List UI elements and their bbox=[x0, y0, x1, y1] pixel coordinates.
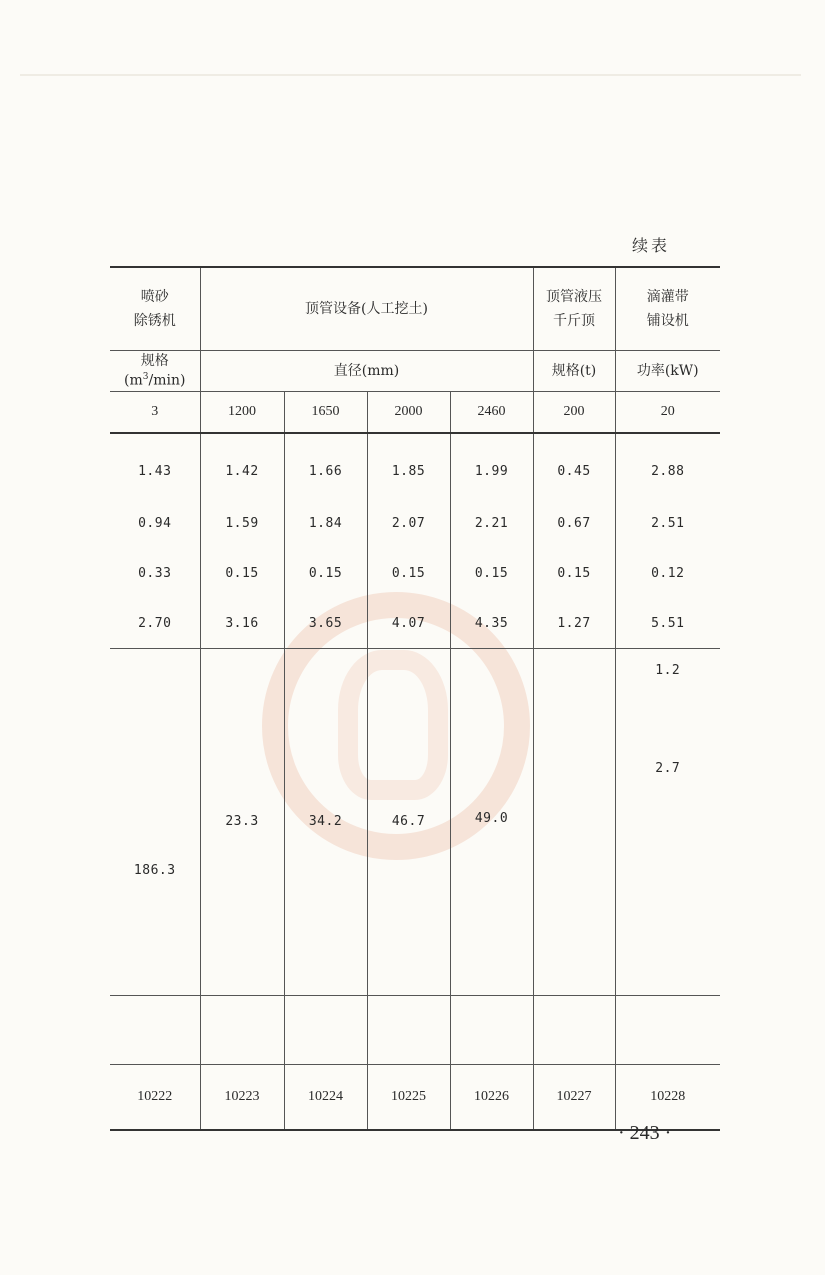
page-number: · 243 · bbox=[618, 1122, 672, 1144]
code-cell: 10227 bbox=[533, 1065, 615, 1131]
value-cell: 0.12 bbox=[615, 548, 720, 598]
value-cell: 1.84 bbox=[284, 498, 367, 548]
table-code-row bbox=[110, 1065, 720, 1131]
value-cell: 2.21 bbox=[450, 498, 533, 548]
value-text: 186.3 bbox=[133, 863, 176, 878]
continued-label: 续表 bbox=[632, 236, 671, 255]
value-cell: 3.65 bbox=[284, 598, 367, 649]
table-row bbox=[110, 433, 720, 498]
value-text: 49.0 bbox=[474, 811, 509, 826]
empty-cell bbox=[450, 996, 533, 1065]
table-empty-row bbox=[110, 996, 720, 1065]
code-cell: 10226 bbox=[450, 1065, 533, 1131]
value-cell: 0.15 bbox=[367, 548, 450, 598]
value-cell: 1.27 bbox=[533, 598, 615, 649]
value-cell bbox=[533, 649, 615, 996]
value-cell bbox=[110, 649, 200, 996]
value-cell: 0.45 bbox=[533, 433, 615, 498]
table-header-row bbox=[110, 267, 720, 351]
value-cell: 4.35 bbox=[450, 598, 533, 649]
empty-cell bbox=[615, 996, 720, 1065]
header-hydraulic-jack: 顶管液压 千斤顶 bbox=[533, 267, 615, 351]
scan-edge-line bbox=[20, 74, 801, 76]
value-text: 23.3 bbox=[225, 814, 259, 829]
value-cell: 0.15 bbox=[284, 548, 367, 598]
value-cell: 1.99 bbox=[450, 433, 533, 498]
spec-tonnage: 规格(t) bbox=[533, 351, 615, 392]
size-cell: 3 bbox=[110, 392, 200, 434]
value-cell: 5.51 bbox=[615, 598, 720, 649]
machinery-cost-table bbox=[110, 266, 720, 1131]
table-row bbox=[110, 598, 720, 649]
value-cell: 0.15 bbox=[533, 548, 615, 598]
code-cell: 10224 bbox=[284, 1065, 367, 1131]
value-cell bbox=[367, 649, 450, 996]
value-text: 46.7 bbox=[391, 814, 426, 829]
empty-cell bbox=[367, 996, 450, 1065]
size-cell: 20 bbox=[615, 392, 720, 434]
value-cell: 0.67 bbox=[533, 498, 615, 548]
table-row bbox=[110, 498, 720, 548]
value-cell: 2.88 bbox=[615, 433, 720, 498]
table-size-row bbox=[110, 392, 720, 434]
value-cell: 2.51 bbox=[615, 498, 720, 548]
value-cell: 1.59 bbox=[200, 498, 284, 548]
value-cell bbox=[450, 649, 533, 996]
value-cell bbox=[615, 649, 720, 996]
size-cell: 1200 bbox=[200, 392, 284, 434]
code-cell: 10225 bbox=[367, 1065, 450, 1131]
value-cell bbox=[284, 649, 367, 996]
code-cell: 10222 bbox=[110, 1065, 200, 1131]
header-drip-tape-layer: 滴灌带 铺设机 bbox=[615, 267, 720, 351]
empty-cell bbox=[200, 996, 284, 1065]
value-cell bbox=[200, 649, 284, 996]
value-cell: 1.43 bbox=[110, 433, 200, 498]
value-cell: 2.07 bbox=[367, 498, 450, 548]
value-text: 1.2 bbox=[655, 663, 681, 678]
spec-sandblaster: 规格 $(m^3/\min)$ bbox=[110, 351, 200, 392]
table-row bbox=[110, 548, 720, 598]
value-cell: 0.94 bbox=[110, 498, 200, 548]
size-cell: 1650 bbox=[284, 392, 367, 434]
value-cell: 4.07 bbox=[367, 598, 450, 649]
value-cell: 0.15 bbox=[200, 548, 284, 598]
spec-diameter: 直径(mm) bbox=[200, 351, 533, 392]
code-cell: 10223 bbox=[200, 1065, 284, 1131]
spec-power: 功率(kW) bbox=[615, 351, 720, 392]
empty-cell bbox=[284, 996, 367, 1065]
value-cell: 2.70 bbox=[110, 598, 200, 649]
value-cell: 1.85 bbox=[367, 433, 450, 498]
table-row bbox=[110, 649, 720, 996]
empty-cell bbox=[533, 996, 615, 1065]
header-sandblaster: 喷砂 除锈机 bbox=[110, 267, 200, 351]
value-cell: 1.42 bbox=[200, 433, 284, 498]
value-text: 34.2 bbox=[308, 814, 343, 829]
table-spec-row bbox=[110, 351, 720, 392]
value-cell: 1.66 bbox=[284, 433, 367, 498]
value-cell: 0.33 bbox=[110, 548, 200, 598]
size-cell: 200 bbox=[533, 392, 615, 434]
empty-cell bbox=[110, 996, 200, 1065]
size-cell: 2000 bbox=[367, 392, 450, 434]
code-cell: 10228 bbox=[615, 1065, 720, 1131]
value-cell: 3.16 bbox=[200, 598, 284, 649]
header-pipe-jacking-equipment: 顶管设备(人工挖土) bbox=[200, 267, 533, 351]
value-text: 2.7 bbox=[655, 761, 681, 776]
size-cell: 2460 bbox=[450, 392, 533, 434]
value-cell: 0.15 bbox=[450, 548, 533, 598]
